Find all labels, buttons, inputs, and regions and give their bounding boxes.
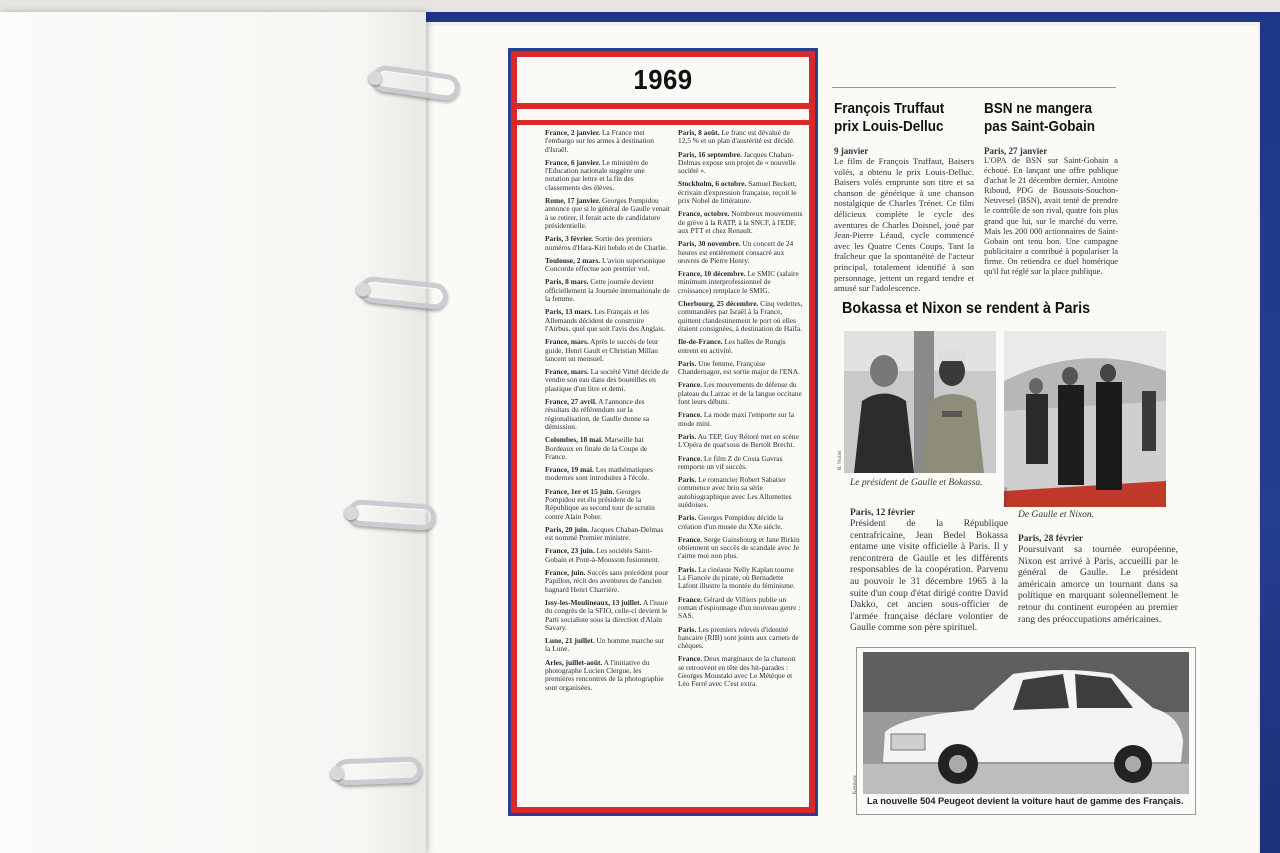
chronology-entry <box>545 637 670 654</box>
bokassa-headline: Bokassa et Nixon se rendent à Paris <box>842 300 1091 317</box>
chronology-entry-date: Colombes, 18 mai. <box>545 435 603 445</box>
chronology-entry <box>545 526 670 543</box>
chronology-entry <box>678 129 803 146</box>
chronology-entry <box>678 381 803 406</box>
chronology-entry-text: Jacques Chaban-Delmas est nommé Premier ministre. <box>545 524 664 543</box>
chronology-entry <box>545 398 670 431</box>
peugeot-caption: La nouvelle 504 Peugeot devient la voiture haut de gamme des Français. <box>867 796 1184 806</box>
chronology-entry-text: A l'annonce des résultats du référendum sur la régionalisation, de Gaulle donne sa démission. <box>545 397 650 431</box>
chronology-entry <box>545 278 670 303</box>
chronology-entry-text: Le romancier Robert Sabatier commence avec brio sa série autobiographique avec Les Allumettes suédoises. <box>678 475 792 509</box>
photo2-credit: Keystone <box>1004 487 1009 506</box>
chronology-entry-date: France, mars. <box>545 367 589 377</box>
chronology-entry-text: Après le succès de leur guide, Henri Gault et Christian Millau lancent un mensuel. <box>545 337 659 363</box>
chronology-inner <box>517 57 809 807</box>
photo-degaulle-bokassa-image <box>844 331 996 473</box>
chronology-entry <box>545 368 670 393</box>
chronology-entry <box>678 360 803 377</box>
chronology-entry-date: Paris, 16 septembre. <box>678 149 742 159</box>
chronology-entry-text: A l'issue du congrès de la SFIO, celle-ci devient le Parti socialiste sous la direction d'Alain Savary. <box>545 597 668 632</box>
chronology-entry <box>678 536 803 561</box>
chronology-entry-date: France. <box>678 453 703 463</box>
chronology-entry-text: Samuel Beckett, écrivain d'expression française, reçoit le prix Nobel de littérature. <box>678 179 797 206</box>
left-blank-page <box>0 12 426 853</box>
chronology-entry <box>545 547 670 564</box>
chronology-entry-date: France. <box>678 594 703 604</box>
chronology-entry-date: Paris. <box>678 564 697 574</box>
photo-peugeot-504 <box>853 647 1196 815</box>
chronology-entry-text: Le ministère de l'Education nationale suggère une notation par lettre et la fin des classements des élèves. <box>545 157 648 192</box>
article-nixon-visit <box>1018 526 1178 625</box>
chronology-entry-text: La mode maxi l'emporte sur la mode mini. <box>678 410 795 428</box>
chronology-entry <box>545 235 670 252</box>
year-band-lower <box>517 109 809 125</box>
chronology-entry-date: France, 10 décembre. <box>678 269 746 279</box>
year-title: 1969 <box>633 64 693 95</box>
chronology-entry-date: Paris, 13 mars. <box>545 307 593 317</box>
chronology-entry-date: France, 2 janvier. <box>545 128 601 137</box>
chronology-entry-text: Au TEP, Guy Rétoré met en scène L'Opéra de quat'sous de Bertolt Brecht. <box>678 431 799 450</box>
peugeot-credit: Keystone <box>853 775 858 794</box>
chronology-entry <box>678 151 803 176</box>
chronology-entry-date: France, octobre. <box>678 209 730 219</box>
chronology-entry-text: Les sociétés Saint-Gobain et Pont-à-Mousson fusionnent. <box>545 546 660 564</box>
chronology-column-left <box>545 129 670 809</box>
chronology-entry-date: Paris. <box>678 624 697 634</box>
photo1-credit: R. Viollet <box>838 450 843 470</box>
chronology-entry-date: France, 27 avril. <box>545 397 597 407</box>
chronology-entry-text: Nombreux mouvements de grève à la RATP, à la SNCF, à l'EDF, aux PTT et chez Renault. <box>678 209 803 235</box>
chronology-entry-text: Succès sans précédent pour Papillon, récit des aventures de l'ancien bagnard Henri Charrière. <box>545 568 669 594</box>
chronology-entry-date: Paris. <box>678 431 697 441</box>
truffaut-body: Le film de François Truffaut, Baisers volés, a obtenu le prix Louis-Delluc. Baisers volés emprunte son titre et sa chanson de générique à une chanson nostalgique de Charles Trénet. Ce film délicieux complète le cycle des aventures de Charles Doisnel, joué par Jean-Pierre Léaud, cycle commencé avec les Quatre Cents Coups. Tant la fraîcheur que la spontanéité de l'acteur principal, totalement identifié à son personnage, jettent un regard tendre et amusé sur l'adolescence. <box>834 156 974 294</box>
chronology-entry <box>545 308 670 333</box>
chronology-entry-text: Un homme marche sur la Lune. <box>545 636 665 654</box>
chronology-entry <box>545 159 670 192</box>
chronology-entry-date: Paris, 3 février. <box>545 234 594 244</box>
chronology-entry <box>678 566 803 591</box>
chronology-entry-date: Rome, 17 janvier. <box>545 196 601 206</box>
binder-ring-4 <box>334 756 423 785</box>
chronology-entry-date: Cherbourg, 25 décembre. <box>678 299 759 309</box>
chronology-entry-date: France, mars. <box>545 337 589 347</box>
truffaut-headline-line2: prix Louis-Delluc <box>834 118 944 135</box>
chronology-entry <box>678 300 803 333</box>
photo-degaulle-bokassa <box>844 331 996 473</box>
chronology-entry-date: France, 23 juin. <box>545 546 595 556</box>
chronology-entry <box>678 455 803 472</box>
chronology-entry <box>678 655 803 688</box>
chronology-entry <box>545 466 670 483</box>
chronology-entry-text: Les mouvements de défense du plateau du Larzac et de la langue occitane font leurs débuts. <box>678 380 802 407</box>
chronology-entry-text: Cinq vedettes, commandées par Israël à la France, quittent clandestinement le port où elles étaient consignées, à destination de Haïfa. <box>678 299 803 333</box>
chronology-entry <box>678 270 803 295</box>
chronology-entry-date: Paris, 8 août. <box>678 128 720 137</box>
chronology-entry-text: Georges Pompidou annonce que si le général de Gaulle venait à se retirer, il ferait acte de candidature présidentielle. <box>545 196 670 230</box>
chronology-entry-date: Paris. <box>678 513 697 523</box>
chronology-entry-date: Paris, 8 mars. <box>545 277 589 287</box>
chronology-entry-date: Paris, 30 novembre. <box>678 239 741 249</box>
chronology-entry <box>678 338 803 355</box>
chronology-entry-date: Issy-les-Moulineaux, 13 juillet. <box>545 597 642 607</box>
chronology-entry <box>545 338 670 363</box>
chronology-columns <box>545 129 803 809</box>
chronology-entry <box>545 197 670 230</box>
nixon-date: Paris, 28 février <box>1018 534 1084 544</box>
chronology-entry <box>545 257 670 274</box>
chronology-entry-date: France. <box>678 410 703 420</box>
chronology-entry-text: Le SMIC (salaire minimum interprofessionnel de croissance) remplace le SMIG. <box>678 269 799 295</box>
chronology-entry-text: Georges Pompidou est élu président de la République au second tour de scrutin contre Alain Poher. <box>545 486 655 521</box>
article-bokassa-visit <box>850 500 1008 634</box>
chronology-entry-date: France, 19 mai. <box>545 465 594 475</box>
article-bsn <box>984 100 1118 277</box>
chronology-entry <box>545 436 670 461</box>
chronology-entry <box>678 210 803 235</box>
article-bokassa-headline <box>842 300 1118 318</box>
chronology-entry-date: France, 1er et 15 juin. <box>545 486 615 496</box>
truffaut-headline-line1: François Truffaut <box>834 100 945 117</box>
chronology-box <box>508 48 818 816</box>
chronology-entry <box>545 599 670 632</box>
chronology-entry-text: Serge Gainsbourg et Jane Birkin obtiennent un succès de scandale avec Je t'aime moi non plus. <box>678 534 800 561</box>
nixon-body: Poursuivant sa tournée européenne, Nixon est arrivé à Paris, accueilli par le général de Gaulle. Le président américain amorce un tournant dans sa politique en marquant solennellement le retour du continent européen au premier rang des préoccupations américaines. <box>1018 544 1178 625</box>
chronology-entry-text: Marseille bat Bordeaux en finale de la Coupe de France. <box>545 435 648 461</box>
bokassa-date: Paris, 12 février <box>850 508 916 518</box>
chronology-entry-text: La cinéaste Nelly Kaplan tourne La Fiancée du pirate, où Bernadette Lafont illustre la montée du féminisme. <box>678 564 795 591</box>
chronology-entry-text: Une femme, Françoise Chandernagor, est sortie major de l'ENA. <box>678 358 800 377</box>
top-rule <box>832 87 1116 88</box>
chronology-entry-text: Sortie des premiers numéros d'Hara-Kiri hebdo et de Charlie. <box>545 234 668 252</box>
chronology-entry-date: Toulouse, 2 mars. <box>545 255 601 265</box>
photo2-caption: De Gaulle et Nixon. <box>1018 510 1094 520</box>
chronology-entry <box>545 488 670 521</box>
chronology-entry-date: France. <box>678 380 703 390</box>
bsn-body: L'OPA de BSN sur Saint-Gobain a échoué. En lançant une offre publique d'achat le 21 décembre dernier, Antoine Riboud, PDG de Boussois-Souchon-Neuvesel (BSN), avait tenté de prendre le contrôle de son rival, quatre fois plus grand que lui, sur le marché du verre. Mais les 200 000 actionnaires de Saint-Gobain ont tenu bon. Une campagne publicitaire a contribué à populariser la firme. On retiendra ce duel homérique qu'il fut réglé sur la place publique. <box>984 156 1118 277</box>
chronology-entry-text: La France met l'embargo sur les armes à destination d'Israël. <box>545 128 654 154</box>
chronology-entry <box>678 180 803 205</box>
chronology-entry-text: Le franc est dévalué de 12,5 % et un plan d'austérité est décidé. <box>678 128 795 146</box>
chronology-entry-date: Paris. <box>678 358 697 368</box>
chronology-entry-text: Le film Z de Costa Gavras remporte un vif succès. <box>678 453 783 471</box>
chronology-entry <box>678 433 803 450</box>
chronology-entry-text: Les Français et les Allemands décident de construire l'Airbus, quel que soit l'avis des Anglais. <box>545 307 666 333</box>
chronology-entry-text: Un concert de 24 heures est entièrement consacré aux œuvres de Pierre Henry. <box>678 239 794 265</box>
chronology-entry-date: France. <box>678 654 703 664</box>
chronology-entry <box>678 596 803 621</box>
chronology-entry-text: Les halles de Rungis entrent en activité. <box>678 337 786 355</box>
chronology-entry-text: Les mathématiques modernes sont introduites à l'école. <box>545 465 653 483</box>
article-truffaut <box>834 100 974 294</box>
chronology-entry-text: La société Vittel décide de vendre son eau dans des bouteilles en plastique d'un litre et demi. <box>545 367 669 393</box>
chronology-entry <box>545 569 670 594</box>
chronology-entry-text: Jacques Chaban-Delmas expose son projet de « nouvelle société ». <box>678 149 796 176</box>
chronology-entry-text: Georges Pompidou décide la création d'un musée du XXe siècle. <box>678 513 784 531</box>
chronology-entry-text: Gérard de Villiers publie un roman d'espionnage d'un nouveau genre : SAS. <box>678 594 801 621</box>
photo-degaulle-nixon <box>1004 331 1166 507</box>
photo-degaulle-nixon-image <box>1004 331 1166 507</box>
chronology-entry-date: France, 6 janvier. <box>545 157 601 167</box>
chronology-entry-date: Ile-de-France. <box>678 337 723 347</box>
chronology-entry-text: Cette journée devient officiellement la Journée internationale de la femme. <box>545 277 670 304</box>
chronology-entry <box>678 411 803 428</box>
chronology-entry-text: A l'initiative du photographe Lucien Clergue, les premières rencontres de la photographie sont organisées. <box>545 657 664 692</box>
chronology-entry <box>678 514 803 531</box>
chronology-entry-date: France. <box>678 534 703 544</box>
bsn-headline-line1: BSN ne mangera <box>984 100 1093 117</box>
chronology-entry <box>545 129 670 154</box>
chronology-entry-date: Lune, 21 juillet. <box>545 636 595 646</box>
chronology-entry-text: Deux marginaux de la chanson se retrouvent en tête des hit-parades : Georges Moustaki avec Le Métèque et Léo Ferré avec C'est extra. <box>678 654 796 689</box>
chronology-entry-date: Arles, juillet-août. <box>545 657 603 667</box>
chronology-entry-date: Paris, 20 juin. <box>545 524 589 534</box>
chronology-entry-date: Paris. <box>678 475 697 485</box>
bokassa-body: Président de la République centrafricaine, Jean Bedel Bokassa entame une visite officielle à Paris. Il y rencontrera de Gaulle et les différents responsables de la coopération. Parvenu au pouvoir le 31 décembre 1965 à la suite d'un coup d'état dirigé contre David Dakko, cet ancien sous-officier de l'armée française déclare volontier de Gaulle comme son père spirituel. <box>850 518 1008 634</box>
chronology-entry-text: L'avion supersonique Concorde effectue son premier vol. <box>545 255 666 274</box>
bsn-date: Paris, 27 janvier <box>984 146 1048 156</box>
chronology-entry-date: Stockholm, 6 octobre. <box>678 179 747 189</box>
photo1-caption: Le président de Gaulle et Bokassa. <box>850 478 983 488</box>
chronology-entry-text: Les premiers relevés d'identité bancaire (RIB) sont joints aux carnets de chèques. <box>678 624 799 651</box>
chronology-entry <box>678 476 803 509</box>
chronology-entry <box>545 659 670 692</box>
chronology-entry-date: France, juin. <box>545 568 586 578</box>
truffaut-date: 9 janvier <box>834 146 869 156</box>
chronology-entry <box>678 626 803 651</box>
chronology-column-right <box>678 129 803 809</box>
bsn-headline-line2: pas Saint-Gobain <box>984 118 1096 135</box>
chronology-entry <box>678 240 803 265</box>
peugeot-504-image <box>863 652 1201 794</box>
